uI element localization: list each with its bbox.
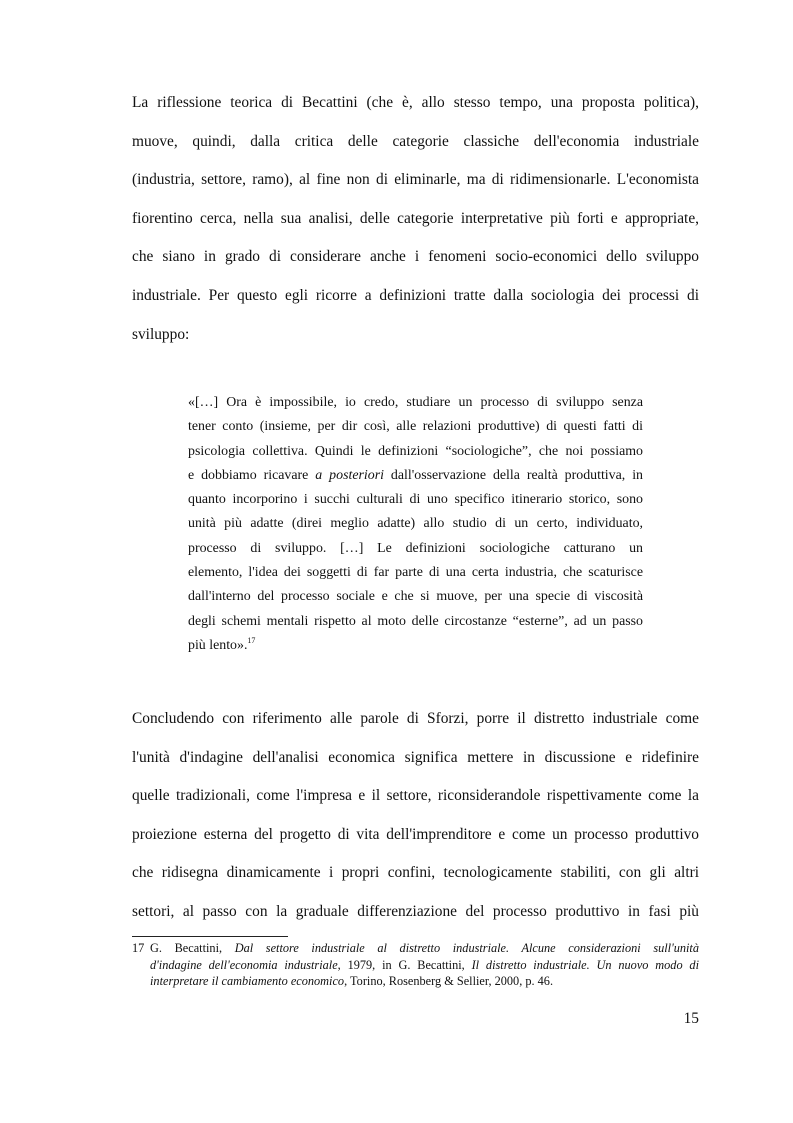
footnote-text: , Torino, Rosenberg & Sellier, 2000, p. 46. [344, 974, 554, 988]
text-line: settori, al passo con la graduale differenziazione del processo produttivo in fasi più [132, 902, 699, 920]
footnote-line [132, 940, 699, 957]
footnote-text: , 1979, in G. Becattini, [337, 957, 472, 972]
paragraph-conclusion [132, 700, 699, 932]
quote-line: elemento, l'idea dei soggetti di far parte di una certa industria, che scaturisce [188, 565, 643, 581]
quote-text: più lento». [188, 637, 248, 653]
text-line: fiorentino cerca, nella sua analisi, delle categorie interpretative più forti e appropriate, [132, 209, 699, 227]
text-line: (industria, settore, ramo), al fine non di eliminarle, ma di ridimensionarle. L'economista [132, 171, 699, 189]
text-line: che siano in grado di considerare anche i fenomeni socio-economici dello sviluppo [132, 248, 699, 266]
footnote-text: G. Becattini, [150, 941, 235, 955]
text-line: l'unità d'indagine dell'analisi economica significa mettere in discussione e ridefinire [132, 748, 699, 766]
page-number: 15 [683, 1010, 699, 1027]
quote-line: quanto incorporino i succhi culturali di uno specifico itinerario storico, sono [188, 492, 643, 508]
text-line: La riflessione teorica di Becattini (che è, allo stesso tempo, una proposta politica), [132, 94, 699, 111]
footnote-italic-text: interpretare il cambiamento economico [150, 974, 345, 988]
quote-line: tener conto (insieme, per dir così, alle relazioni produttive) di questi fatti di [188, 419, 643, 435]
quote-line: psicologia collettiva. Quindi le definizioni “sociologiche”, che noi possiamo [188, 443, 643, 459]
quote-line: degli schemi mentali rispetto al moto delle circostanze “esterne”, ad un passo [188, 613, 643, 629]
text-line: industriale. Per questo egli ricorre a definizioni tratte dalla sociologia dei processi di [132, 286, 699, 304]
text-line: quelle tradizionali, come l'impresa e il settore, riconsiderandole rispettivamente come la [132, 787, 699, 805]
footnote-number: 17 [132, 941, 145, 955]
quote-line [188, 634, 643, 658]
quote-text: e dobbiamo ricavare [188, 467, 316, 483]
footnote [132, 940, 699, 990]
footnote-italic-text: d'indagine dell'economia industriale [150, 957, 338, 972]
quote-line: «[…] Ora è impossibile, io credo, studiare un processo di sviluppo senza [188, 395, 643, 410]
block-quote [188, 391, 643, 658]
text-line: muove, quindi, dalla critica delle categorie classiche dell'economia industriale [132, 132, 699, 150]
text-line: proiezione esterna del progetto di vita dell'imprenditore e come un processo produttivo [132, 825, 699, 843]
footnote-italic-text: Il distretto industriale. Un nuovo modo di [471, 957, 699, 972]
text-line: Concludendo con riferimento alle parole di Sforzi, porre il distretto industriale come [132, 710, 699, 727]
footnote-reference[interactable]: 17 [247, 635, 256, 645]
footnote-line [132, 957, 699, 974]
quote-line: dall'interno del processo sociale e che si muove, per una specie di viscosità [188, 589, 643, 605]
quote-line [188, 464, 643, 488]
footnote-italic-text: Dal settore industriale al distretto industriale. Alcune considerazioni sull'unità [234, 941, 699, 955]
footnote-divider [132, 936, 288, 937]
text-line: che ridisegna dinamicamente i propri confini, tecnologicamente stabiliti, con gli altri [132, 864, 699, 882]
text-line: sviluppo: [132, 325, 190, 343]
quote-line: unità più adatte (direi meglio adatte) allo studio di un certo, individuato, [188, 516, 643, 532]
quote-text: dall'osservazione della realtà produttiva, in [383, 467, 643, 483]
paragraph-intro [132, 84, 699, 354]
footnote-line [132, 973, 699, 990]
quote-line: processo di sviluppo. […] Le definizioni sociologiche catturano un [188, 540, 643, 556]
quote-italic-text: a posteriori [315, 467, 384, 483]
